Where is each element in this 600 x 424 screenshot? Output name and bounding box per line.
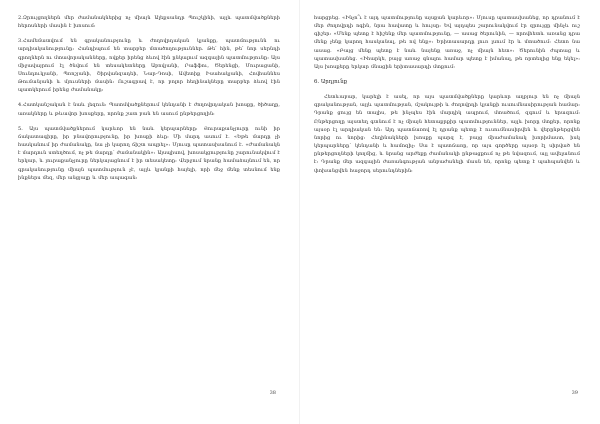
paragraph-4: 4.Հատկանշական է նաև լեզուն։ Պատմվածքներում կենդանի է ժողովրդական խոսքը, ծիծաղը, առակները և թևավոր խոսքերը, որոնք շատ բան են ասում ընթերցողին։ bbox=[18, 102, 280, 117]
paragraph-5: 5. Այս պատմվածքներում կարևոր են նաև կերպարները։ Յուրաքանչյուրը ունի իր ճակատագիրը, իր բնավորությունը, իր խոսքի ձևը։ Մի մարդ ասում է. «Եթե մարդը չի հասկանում իր ժամանակը, նա չի կարող ճիշտ ապրել»։ Մյուսը պատասխանում է. «Ժամանակն է մարդուն ստեղծում, ոչ թե մարդը՝ ժամանակին»։ Այսպիսով, խոսակցությունը շարունակվում է երկար, և յուրաքանչյուրը ներկայացնում է իր տեսակետը։ Վերջում նրանք համաձայնում են, որ գրականությունը միայն պատմություն չէ, այլև կյանքի հայելի, որի մեջ մենք տեսնում ենք ինքներս մեզ, մեր անցյալը և մեր ապագան։ bbox=[18, 125, 281, 181]
left-page bbox=[18, 14, 280, 410]
page-gutter bbox=[299, 0, 300, 424]
paragraph-3: 3.Համեմատվում են գրականությունը և ժողովրդական կյանքը, պատմությունն ու արդիականությունը։ Հանդիպում են տարբեր մտածողություններ. Թե՛ հին, թե՛ նոր սերնդի գրողներն ու մտավորականները, ովքեր իրենց ձևով էին ընկալում ազգային պատմությունը։ Այս միջավայրում էլ ծնվում են տեսակետները Աբովյանի, Րաֆֆու, Ծերենցի, Մուրացանի, Սունդուկյանի, Պռոշյանի, Շիրվանզադեի, Նար-Դոսի, Ավետիք Իսահակյանի, Հովհաննես Թումանյանի և մյուսների մասին։ Ուշագրավ է, որ բոլոր հեղինակները տարբեր ձևով էին պատկերում իրենց ժամանակը։ bbox=[18, 38, 280, 94]
paragraph-continued: հարցրեց. «Ինչո՞ւ է այդ պատմությունը այսքան կարևոր»։ Մյուսը պատասխանեց, որ դրանում է մեր ժողովրդի ոգին, նրա հավատը և հույսը։ Եվ այդպես շարունակվում էր զրույցը մինչև ուշ գիշեր։ «Մենք պետք է հիշենք մեր պատմությունը, — ասաց ծերունին, — որովհետև առանց դրա մենք չենք կարող հասկանալ, թե ով ենք»։ Երիտասարդը լուռ լսում էր և մտածում։ Հետո նա ասաց. «Բայց մենք պետք է նաև նայենք առաջ, ոչ միայն հետ»։ Ծերունին ժպտաց և պատասխանեց. «Իհարկե, բայց առաջ գնալու համար պետք է իմանալ, թե որտեղից ենք եկել»։ Այս խոսքերը երկար մնացին երիտասարդի մտքում։ bbox=[314, 15, 580, 70]
paragraph-conclusion: Հետևաբար, կարելի է ասել, որ այս պատմվածքները կարևոր աղբյուր են ոչ միայն գրականության, այլև պատմության, մշակույթի և ժողովրդի կյանքի ուսումնասիրության համար։ Դրանք ցույց են տալիս, թե ինչպես էին մարդիկ ապրում, մտածում, զգում և երազում։ Ընթերցողը այստեղ գտնում է ոչ միայն հետաքրքիր պատմություններ, այլև խորը մտքեր, որոնք այսօր էլ արդիական են։ Այդ պատճառով էլ դրանք պետք է ուսումնասիրվեն և վերընթերցվեն նորից ու նորից։ Հեղինակների խոսքը պարզ է, բայց միաժամանակ խորիմաստ, իսկ կերպարները՝ կենդանի և համոզիչ։ Սա է պատճառը, որ այս գործերը այսօր էլ սիրված են ընթերցողների կողմից, և նրանց արժեքը ժամանակի ընթացքում ոչ թե նվազում, այլ ավելանում է։ Դրանք մեր ազգային ժառանգության անբաժանելի մասն են, որոնք պետք է պահպանվեն և փոխանցվեն հաջորդ սերունդներին։ bbox=[314, 94, 580, 174]
page-number-right: 39 bbox=[571, 390, 578, 396]
right-page bbox=[314, 14, 580, 410]
page-number-left: 38 bbox=[269, 390, 276, 396]
paragraph-2: 2.Զրույցողներն մեր ժամանակներից ոչ միայն Ալեքսանդր Պուշկինի, այլև պատմվածքների հերոսների մասին է խոսում։ bbox=[18, 15, 280, 30]
section-heading: 6. Արդյունք bbox=[314, 79, 348, 86]
